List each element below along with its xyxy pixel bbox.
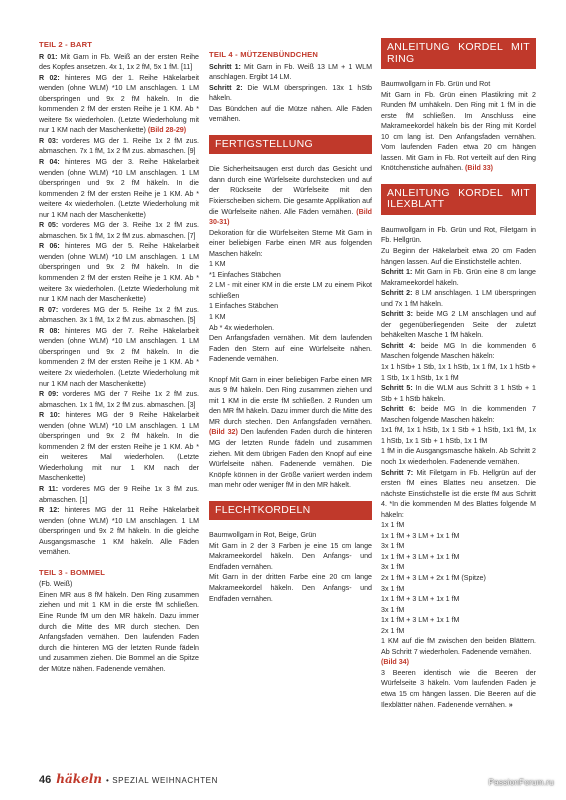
- page-number: 46: [39, 774, 52, 786]
- bart-row: R 04: hinteres MG der 3. Reihe Häkelarbeit wenden (ohne WLM) *10 LM anschlagen. 1 LM überspringen und 9x 2 fM häkeln. In die kommenden 2 fM der ersten Reihe je 1 KM. Ab * weitere 4x wiederholen. (Letzte Wiederholung mit nur 1 KM nach der Maschenkette): [39, 158, 199, 219]
- column-middle: [209, 50, 372, 604]
- ilex-step-2: Schritt 2: 8 LM anschlagen. 1 LM überspringen und 7x 1 fM häkeln.: [381, 289, 536, 308]
- list-item: 1x 1 fM + 3 LM + 1x 1 fM: [381, 595, 460, 604]
- ilex-step-4: Schritt 4: beide MG In die kommenden 6 Maschen folgende Maschen häkeln:: [381, 341, 536, 361]
- bart-row: R 02: hinteres MG der 1. Reihe Häkelarbeit wenden (ohne WLM) *10 LM anschlagen. 1 LM überspringen und 9x 2 fM häkeln. In die kommenden 2 fM der ersten Reihe je 1 KM. Ab * weitere 5x wiederholen. (Letzte Wiederholung mit nur 1 KM nach der Maschenkette) (Bild 28-29): [39, 73, 199, 135]
- section-title-muetzenbuendchen: TEIL 4 - MÜTZENBÜNDCHEN: [209, 50, 319, 59]
- bommel-text: Einen MR aus 8 fM häkeln. Den Ring zusammen ziehen und mit 1 KM in die erste fM schließen. Eine Runde fM um den MR häkeln. Dazu immer durch die Mitte des MR durch stechen. Den Anfangsfaden vernähen. Den laufenden Faden durch die hinteren MG der letzten Runde fädeln und zusammen ziehen. Die Bommel an die Spitze der Mütze nähen. Fadenende vernähen.: [39, 590, 199, 673]
- list-item: 2x 1 fM: [381, 626, 405, 635]
- image-ref-34: (Bild 34): [381, 658, 409, 667]
- list-item: 1 KM: [209, 312, 226, 321]
- ring-material: Baumwollgarn in Fb. Grün und Rot: [381, 80, 491, 88]
- ilex-material: Baumwollgarn in Fb. Grün und Rot, Filetgarn in Fb. Hellgrün.: [381, 225, 536, 245]
- list-item: 1 Einfaches Stäbchen: [209, 302, 279, 311]
- ilex-step-7-finish: 1 KM auf die fM zwischen den beiden Blättern. Ab Schritt 7 wiederholen. Fadenende vernähen.: [381, 637, 536, 656]
- watermark: PassionForum.ru: [488, 778, 554, 787]
- bart-row: R 03: vorderes MG der 1. Reihe 1x 2 fM zus. abmaschen. 7x 1 fM, 1x 2 fM zus. abmaschen. [9]: [39, 136, 199, 156]
- list-item: 1x 1 fM + 3 LM + 1x 1 fM: [381, 552, 460, 561]
- bart-row: R 06: hinteres MG der 5. Reihe Häkelarbeit wenden (ohne WLM) *10 LM anschlagen. 1 LM überspringen und 9x 2 fM häkeln. In die kommenden 2 fM der ersten Reihe je 1 KM. Ab * weitere 3x wiederholen. (Letzte Wiederholung mit nur 1 KM nach der Maschenkette): [39, 242, 199, 304]
- section-title-bommel: TEIL 3 - BOMMEL: [39, 567, 106, 577]
- image-ref: (Bild 30-31): [209, 207, 372, 227]
- bart-row: R 11: vorderes MG der 9 Reihe 1x 3 fM zus. abmaschen. [1]: [39, 484, 199, 504]
- bart-row: R 05: vorderes MG der 3. Reihe 1x 2 fM zus. abmaschen. 5x 1 fM, 1x 2 fM zus. abmaschen. [7]: [39, 221, 199, 240]
- ring-text: Mit Garn in Fb. Grün einen Plastikring mit 2 Runden fM umhäkeln. Den Ring mit 1 fM in die erste fM schließen. Im Anschluss eine Makrameekordel häkeln bis der Ring mit Kordel 10 cm lang ist. Den Anfangsfaden vernähen. Vom laufenden Faden etwa 20 cm hängen lassen. Mit Garn in Fb. Rot verteilt auf den Ring Knötchenstiche aufnähen. (Bild 33): [381, 90, 536, 173]
- ilex-step-3: Schritt 3: beide MG 2 LM anschlagen und auf der gegenüberliegenden Seite der zuletzt behäkelten Masche 1 fM häkeln.: [381, 310, 536, 340]
- banner-kordel-mit-ilexblatt: ANLEITUNG KORDEL MIT ILEXBLATT: [381, 184, 536, 215]
- bart-row: R 08: hinteres MG der 7. Reihe Häkelarbeit wenden (ohne WLM) *10 LM anschlagen. 1 LM überspringen und 9x 2 fM häkeln. In die kommenden 2 fM der ersten Reihe je 1 KM. Ab * weitere 2x wiederholen. (Letzte Wiederholung mit nur 1 KM nach der Maschenkette): [39, 326, 199, 388]
- flecht-text-1: Mit Garn in 2 der 3 Farben je eine 15 cm lange Makrameekordel häkeln. Den Anfangs- und Endfaden vernähen.: [209, 541, 372, 571]
- image-ref: (Bild 28-29): [147, 126, 187, 135]
- buendchen-step-2: Schritt 2: Die WLM überspringen. 13x 1 hStb häkeln.: [209, 83, 373, 103]
- flecht-text-2: Mit Garn in der dritten Farbe eine 20 cm lange Makrameekordel häkeln. Den Anfangs- und Endfaden vernähen.: [209, 573, 372, 603]
- list-item: 3x 1 fM: [381, 584, 405, 593]
- column-right: [381, 38, 536, 710]
- continue-arrow-icon: »: [508, 700, 513, 709]
- sterne-finish: Den Anfangsfaden vernähen. Mit dem laufenden Faden den Stern auf eine Würfelseite nähen. Fadenende vernähen.: [209, 334, 372, 364]
- list-item: 1x 1 fM + 3 LM + 1x 1 fM: [381, 616, 460, 625]
- bommel-color: (Fb. Weiß): [39, 580, 73, 589]
- list-item: 3x 1 fM: [381, 563, 405, 572]
- fertigstellung-text: Die Sicherheitsaugen erst durch das Gesicht und dann durch eine Würfelseite durchstecken und auf der Rückseite der Würfelseite mit den Fixierscheiben sichern. Die gesamte Applikation auf die Würfelseite nähen. Alle Fäden vernähen. (Bild 30-31): [209, 165, 372, 227]
- list-item: *1 Einfaches Stäbchen: [209, 270, 281, 279]
- banner-fertigstellung: FERTIGSTELLUNG: [209, 135, 372, 155]
- bart-row: R 01: Mit Garn in Fb. Weiß an der ersten Reihe des Kopfes ansetzen. 4x 1, 1x 2 fM, 5x 1 fM. [11]: [39, 52, 199, 72]
- sterne-intro: Dekoration für die Würfelseiten Sterne Mit Garn in einer beliebigen Farbe einen MR aus folgenden Maschen häkeln:: [209, 228, 372, 258]
- bart-row: R 10: hinteres MG der 9 Reihe Häkelarbeit wenden (ohne WLM) *10 LM anschlagen. 1 LM überspringen und 9x 2 fM häkeln. In die kommenden 2 fM der ersten Reihe je 1 KM. Ab * ein weiteres Mal wiederholen. (Letzte Wiederholung mit nur 1 KM nach der Maschenkette): [39, 411, 199, 483]
- list-item: 1x 1 fM + 3 LM + 1x 1 fM: [381, 531, 460, 540]
- magazine-subtitle: • SPEZIAL WEIHNACHTEN: [105, 776, 218, 785]
- ilex-step-6: Schritt 6: beide MG In die kommenden 7 Maschen folgende Maschen häkeln:: [381, 405, 536, 424]
- list-item: 3x 1 fM: [381, 605, 405, 614]
- beeren-text: 3 Beeren identisch wie die Beeren der Würfelseite 3 häkeln. Vom laufenden Faden je etwa 15 cm hängen lassen. Die Beeren auf die Ilexblätter nähen. Fadenende vernähen. »: [381, 668, 536, 709]
- bart-rows: [39, 52, 199, 558]
- ilex-step-6-finish: 1 fM in die Ausgangsmasche häkeln. Ab Schritt 2 noch 1x wiederholen. Fadenende vernähen.: [381, 447, 536, 466]
- list-item: 3x 1 fM: [381, 542, 405, 551]
- buendchen-finish: Das Bündchen auf die Mütze nähen. Alle Fäden vernähen.: [209, 104, 372, 124]
- buendchen-step-1: Schritt 1: Mit Garn in Fb. Weiß 13 LM + 1 WLM anschlagen. Ergibt 14 LM.: [209, 62, 372, 82]
- ilex-step-5: Schritt 5: In die WLM aus Schritt 3 1 hStb + 1 Stb + 1 hStb häkeln.: [381, 384, 536, 403]
- page-footer: [39, 772, 218, 786]
- ilex-step-7-list: [381, 520, 536, 636]
- section-title-bart: TEIL 2 - BART: [39, 40, 93, 49]
- ilex-step-7: Schritt 7: Mit Filetgarn in Fb. Hellgrün auf der ersten fM eines Blattes neu ansetzen. Die nächste Einstichstelle ist die erste fM aus Schritt 4. *In die kommenden M des Blattes folgende M häkeln:: [381, 468, 537, 519]
- list-item: 2 LM - mit einer KM in die erste LM zu einem Pikot schließen: [209, 281, 372, 300]
- bart-row: R 12: hinteres MG der 11 Reihe Häkelarbeit wenden (ohne WLM) *10 LM anschlagen. 1 LM überspringen und 9x 2 fM häkeln. In die gleiche Ausgangsmasche 1 KM häkeln. Alle Fäden vernähen.: [39, 506, 199, 557]
- column-left: [39, 40, 199, 674]
- bart-row: R 09: vorderes MG der 7 Reihe 1x 2 fM zus. abmaschen. 1x 1 fM, 1x 2 fM zus. abmaschen. [3]: [39, 390, 199, 409]
- list-item: 2x 1 fM + 3 LM + 2x 1 fM (Spitze): [381, 573, 486, 582]
- list-item: 1 KM: [209, 260, 226, 269]
- sterne-list: [209, 259, 372, 333]
- ilex-step-4-stitches: 1x 1 hStb+ 1 Stb, 1x 1 hStb, 1x 1 fM, 1x 1 hStb + 1 Stb, 1x 1 hStb, 1x 1 fM: [381, 363, 536, 382]
- flecht-material: Baumwollgarn in Rot, Beige, Grün: [209, 531, 317, 540]
- list-item: 1x 1 fM: [381, 521, 405, 530]
- ilex-step-6-stitches: 1x1 fM, 1x 1 hStb, 1x 1 Stb + 1 hStb, 1x1 fM, 1x 1 hStb, 1x 1 Stb + 1 hStb, 1x 1 fM: [381, 426, 536, 445]
- banner-flechtkordeln: FLECHTKORDELN: [209, 501, 372, 521]
- image-ref: (Bild 32): [209, 428, 238, 437]
- ilex-step-1: Schritt 1: Mit Garn in Fb. Grün eine 8 cm lange Makrameekordel häkeln.: [381, 268, 536, 287]
- magazine-logo: häkeln: [56, 772, 102, 786]
- banner-kordel-mit-ring: ANLEITUNG KORDEL MIT RING: [381, 38, 536, 69]
- ilex-intro: Zu Beginn der Häkelarbeit etwa 20 cm Faden hängen lassen. Auf die Einstichstelle achten.: [381, 247, 536, 266]
- bart-row: R 07: vorderes MG der 5. Reihe 1x 2 fM zus. abmaschen. 3x 1 fM, 1x 2 fM zus. abmaschen. [5]: [39, 305, 199, 325]
- list-item: Ab * 4x wiederholen.: [209, 323, 275, 332]
- image-ref: (Bild 33): [465, 164, 494, 173]
- knopf-text: Knopf Mit Garn in einer beliebigen Farbe einen MR aus 9 fM häkeln. Den Ring zusammen ziehen und mit 1 KM in die erste fM schließen. 2 Runden um den MR fM häkeln. Dazu immer durch die Mitte des MR durch stechen. Den Anfangsfaden vernähen. (Bild 32) Den laufenden Faden durch die hinteren MG der letzten Runde fädeln und zusammen ziehen. Mit dem übrigen Faden den Knopf auf eine Würfelseite nähen. Fadenende vernähen. Die Knöpfe können in der Größe variiert werden indem man mehr oder weniger fM in den MR häkelt.: [209, 375, 373, 490]
